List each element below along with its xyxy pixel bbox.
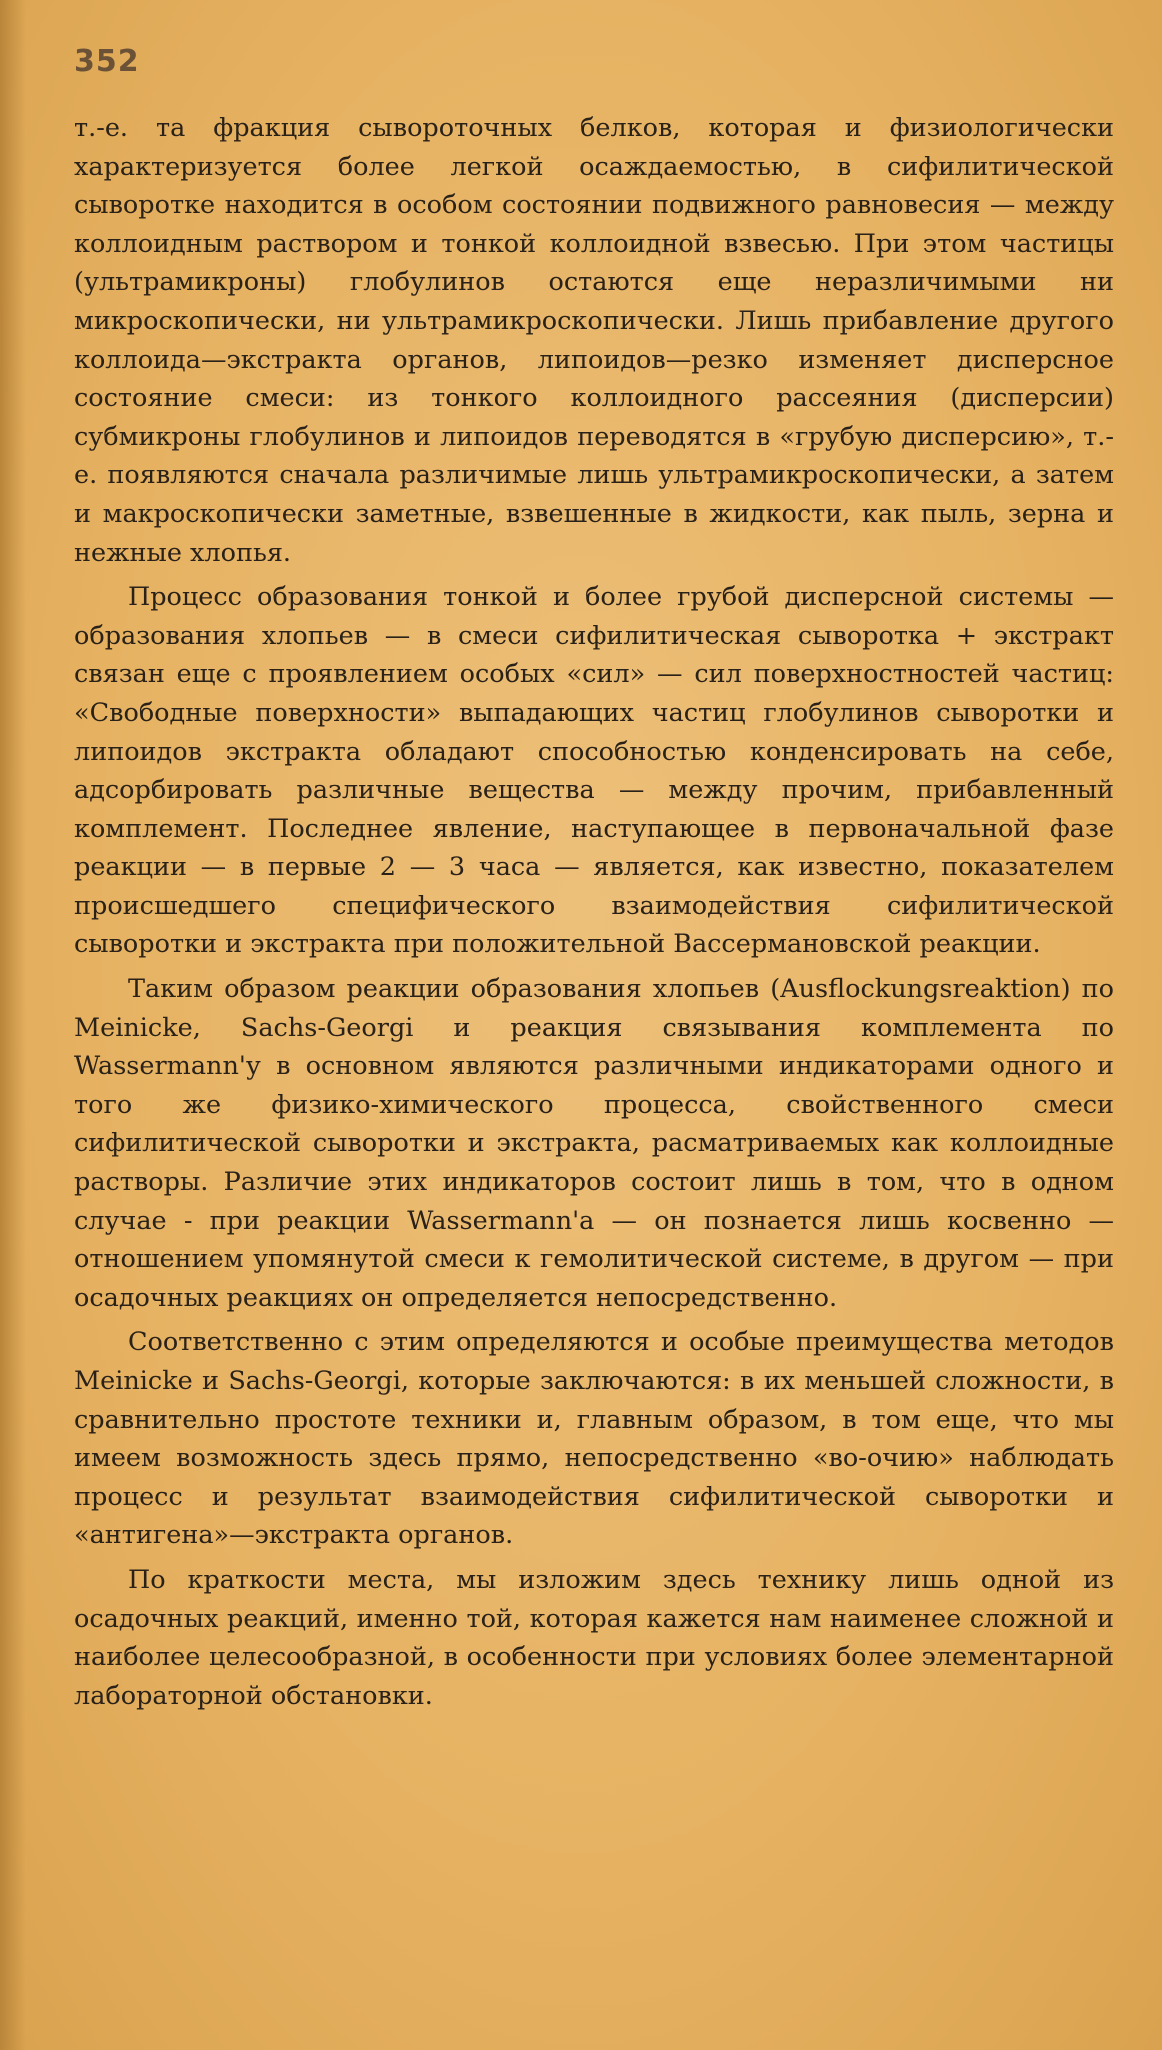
page-number: 352 xyxy=(74,44,140,79)
paragraph-4: Соответственно с этим определяются и особые преимущества методов Meinicke и Sachs-Georgi, которые заключаются: в их меньшей сложности, в сравнительно простоте техники и, главным образом, в том еще, что мы имеем возможность здесь прямо, непосредственно «во-очию» наблюдать процесс и результат взаимодействия сифилитической сыворотки и «антигена»—экстракта органов. xyxy=(74,1327,1114,1551)
paragraph-5: По краткости места, мы изложим здесь технику лишь одной из осадочных реакций, именно той, которая кажется нам наименее сложной и наиболее целесообразной, в особенности при условиях более элементарной лабораторной обстановки. xyxy=(74,1564,1114,1711)
paragraph-1: т.-е. та фракция сывороточных белков, которая и физиологически характеризуется более легкой осаждаемостью, в сифилитической сыворотке находится в особом состоянии подвижного равновесия — между коллоидным раствором и тонкой коллоидной взвесью. При этом частицы (ультрамикроны) глобулинов остаются еще неразличимыми ни микроскопически, ни ультрамикроскопически. Лишь прибавление другого коллоида—экстракта органов, липоидов—резко изменяет дисперсное состояние смеси: из тонкого коллоидного рассеяния (дисперсии) субмикроны глобулинов и липоидов переводятся в «грубую дисперсию», т.-е. появляются сначала различимые лишь ультрамикроскопически, а затем и макроскопически заметные, взвешенные в жидкости, как пыль, зерна и нежные хлопья. xyxy=(74,113,1114,568)
paragraph-3: Таким образом реакции образования хлопьев (Ausflockungsreaktion) по Meinicke, Sachs-Georgi и реакция связывания комплемента по Wassermann'у в основном являются различными индикаторами одного и того же физико-химического процесса, свойственного смеси сифилитической сыворотки и экстракта, расматриваемых как коллоидные растворы. Различие этих индикаторов состоит лишь в том, что в одном случае - при реакции Wassermann'а — он познается лишь косвенно — отношением упомянутой смеси к гемолитической системе, в другом — при осадочных реакциях он определяется непосредственно. xyxy=(74,974,1114,1313)
paragraph-2: Процесс образования тонкой и более грубой дисперсной системы — образования хлопьев — в смеси сифилитическая сыворотка + экстракт связан еще с проявлением особых «сил» — сил поверхностностей частиц: «Свободные поверхности» выпадающих частиц глобулинов сыворотки и липоидов экстракта обладают способностью конденсировать на себе, адсорбировать различные вещества — между прочим, прибавленный комплемент. Последнее явление, наступающее в первоначальной фазе реакции — в первые 2 — 3 часа — является, как известно, показателем происшедшего специфического взаимодействия сифилитической сыворотки и экстракта при положительной Вассермановской реакции. xyxy=(74,582,1114,960)
book-page xyxy=(74,44,1114,1721)
page-edge-shadow xyxy=(0,0,26,2050)
